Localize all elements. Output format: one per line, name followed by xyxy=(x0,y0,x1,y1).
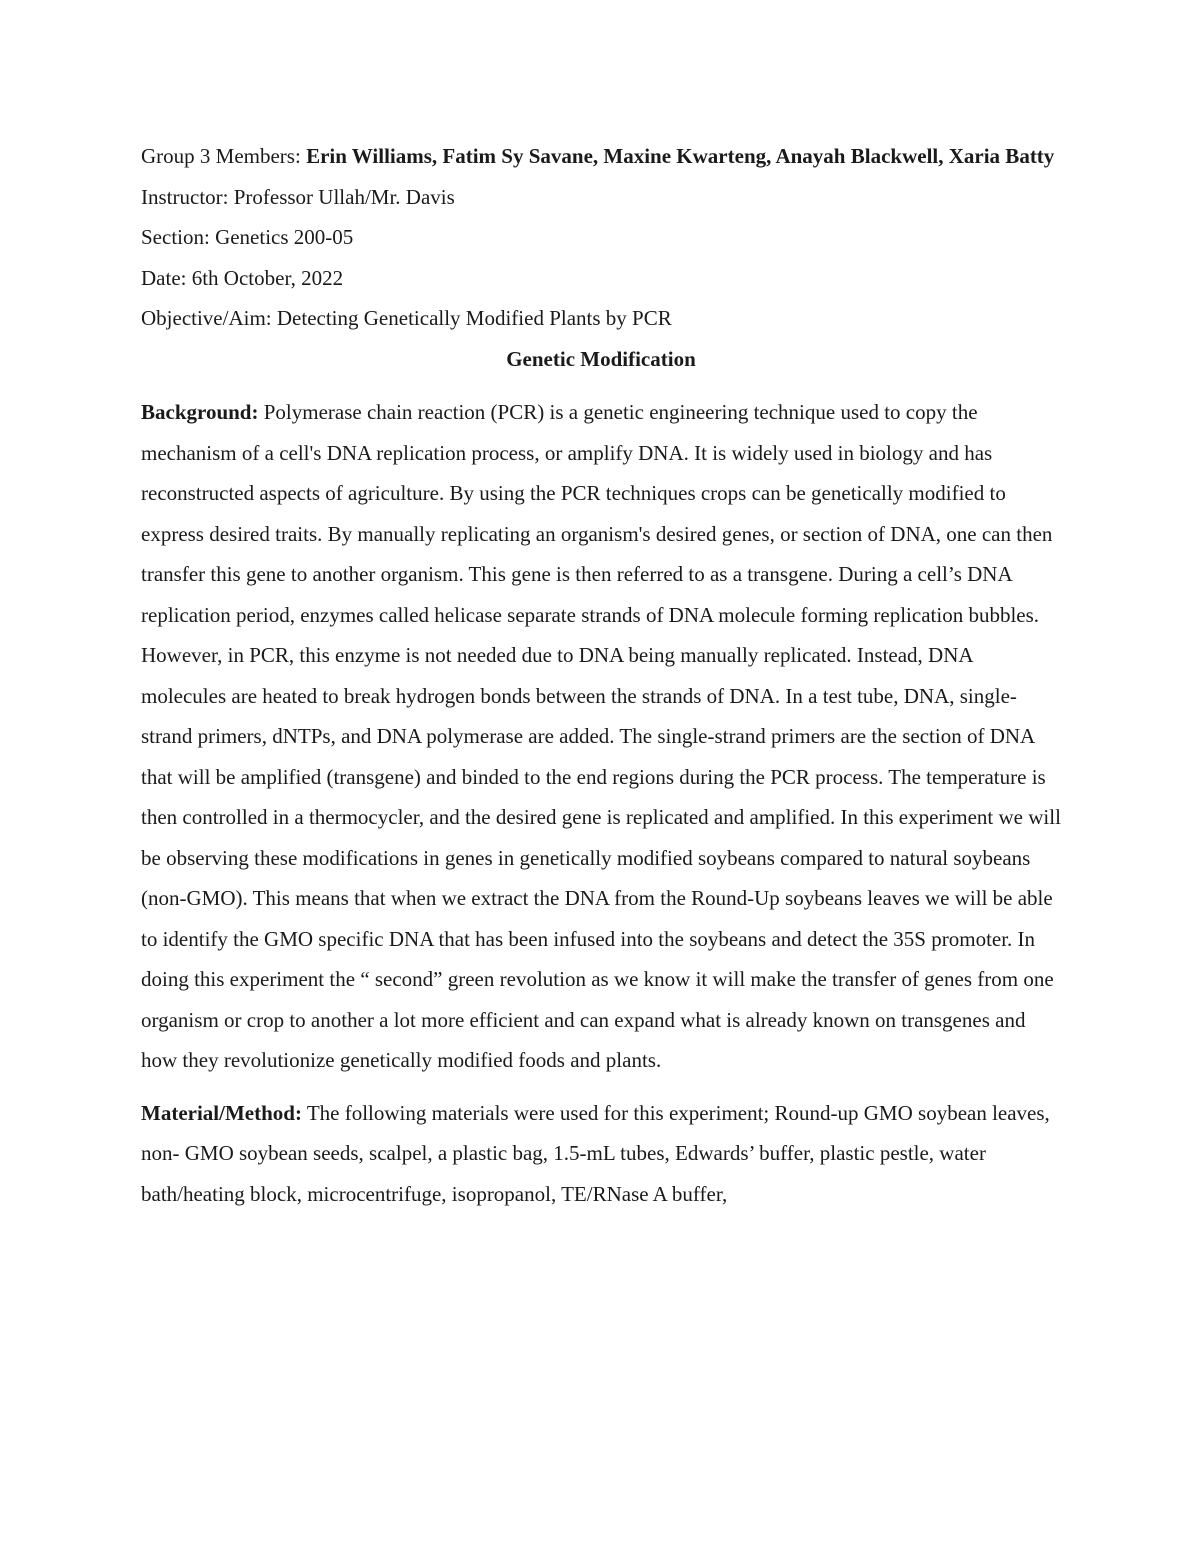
objective-line: Objective/Aim: Detecting Genetically Modified Plants by PCR xyxy=(141,306,672,330)
materials-text: The following materials were used for this experiment; Round-up GMO soybean leaves, non- GMO soybean seeds, scalpel, a plastic bag, 1.5-mL tubes, Edwards’ buffer, plastic pestle, water bath/heating block, microcentrifuge, isopropanol, TE/RNase A buffer, xyxy=(141,1100,1050,1206)
document-page xyxy=(141,136,1061,1214)
document-title: Genetic Modification xyxy=(506,346,696,371)
materials-heading: Material/Method: xyxy=(141,1100,302,1125)
materials-paragraph xyxy=(141,1093,1061,1215)
background-paragraph xyxy=(141,392,1061,1081)
group-members-names: Erin Williams, Fatim Sy Savane, Maxine Kwarteng, Anayah Blackwell, Xaria Batty xyxy=(306,144,1055,168)
group-members-line xyxy=(141,136,1061,177)
date-line: Date: 6th October, 2022 xyxy=(141,265,344,290)
group-members-label: Group 3 Members: xyxy=(141,144,307,168)
section-line: Section: Genetics 200-05 xyxy=(141,225,354,249)
background-text: Polymerase chain reaction (PCR) is a genetic engineering technique used to copy the mechanism of a cell's DNA replication process, or amplify DNA. It is widely used in biology and has reconstructed aspects of agriculture. By using the PCR techniques crops can be genetically modified to express desired traits. By manually replicating an organism's desired genes, or section of DNA, one can then transfer this gene to another organism. This gene is then referred to as a transgene. During a cell’s DNA replication period, enzymes called helicase separate strands of DNA molecule forming replication bubbles. However, in PCR, this enzyme is not needed due to DNA being manually replicated. Instead, DNA molecules are heated to break hydrogen bonds between the strands of DNA. In a test tube, DNA, single-strand primers, dNTPs, and DNA polymerase are added. The single-strand primers are the section of DNA that will be amplified (transgene) and binded to the end regions during the PCR process. The temperature is then controlled in a thermocycler, and the desired gene is replicated and amplified. In this experiment we will be observing these modifications in genes in genetically modified soybeans compared to natural soybeans (non-GMO). This means that when we extract the DNA from the Round-Up soybeans leaves we will be able to identify the GMO specific DNA that has been infused into the soybeans and detect the 35S promoter. In doing this experiment the “ second” green revolution as we know it will make the transfer of genes from one organism or crop to another a lot more efficient and can expand what is already known on transgenes and how they revolutionize genetically modified foods and plants. xyxy=(141,400,1061,1072)
instructor-line: Instructor: Professor Ullah/Mr. Davis xyxy=(141,184,455,209)
background-heading: Background: xyxy=(141,400,259,424)
